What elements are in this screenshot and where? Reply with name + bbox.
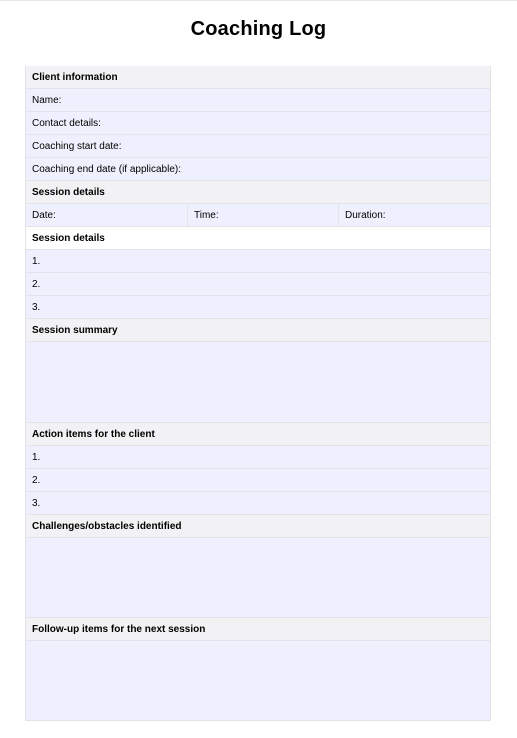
coaching-start-date-field[interactable]: Coaching start date:	[26, 135, 490, 158]
session-detail-item-3[interactable]: 3.	[26, 296, 490, 319]
coaching-log-form	[25, 66, 491, 721]
session-datetime-row	[26, 204, 490, 227]
time-field[interactable]: Time:	[188, 204, 339, 226]
action-item-2[interactable]: 2.	[26, 469, 490, 492]
follow-up-box[interactable]	[26, 641, 490, 720]
session-summary-box[interactable]	[26, 342, 490, 423]
name-field[interactable]: Name:	[26, 89, 490, 112]
coaching-end-date-field[interactable]: Coaching end date (if applicable):	[26, 158, 490, 181]
session-details-header: Session details	[26, 181, 490, 204]
action-item-3[interactable]: 3.	[26, 492, 490, 515]
action-items-header: Action items for the client	[26, 423, 490, 446]
session-summary-header: Session summary	[26, 319, 490, 342]
challenges-box[interactable]	[26, 538, 490, 618]
page-title: Coaching Log	[190, 18, 327, 40]
follow-up-header: Follow-up items for the next session	[26, 618, 490, 641]
session-details-list-header: Session details	[26, 227, 490, 250]
session-detail-item-1[interactable]: 1.	[26, 250, 490, 273]
contact-details-field[interactable]: Contact details:	[26, 112, 490, 135]
session-detail-item-2[interactable]: 2.	[26, 273, 490, 296]
action-item-1[interactable]: 1.	[26, 446, 490, 469]
date-field[interactable]: Date:	[26, 204, 188, 226]
challenges-header: Challenges/obstacles identified	[26, 515, 490, 538]
duration-field[interactable]: Duration:	[339, 204, 490, 226]
client-information-header: Client information	[26, 66, 490, 89]
